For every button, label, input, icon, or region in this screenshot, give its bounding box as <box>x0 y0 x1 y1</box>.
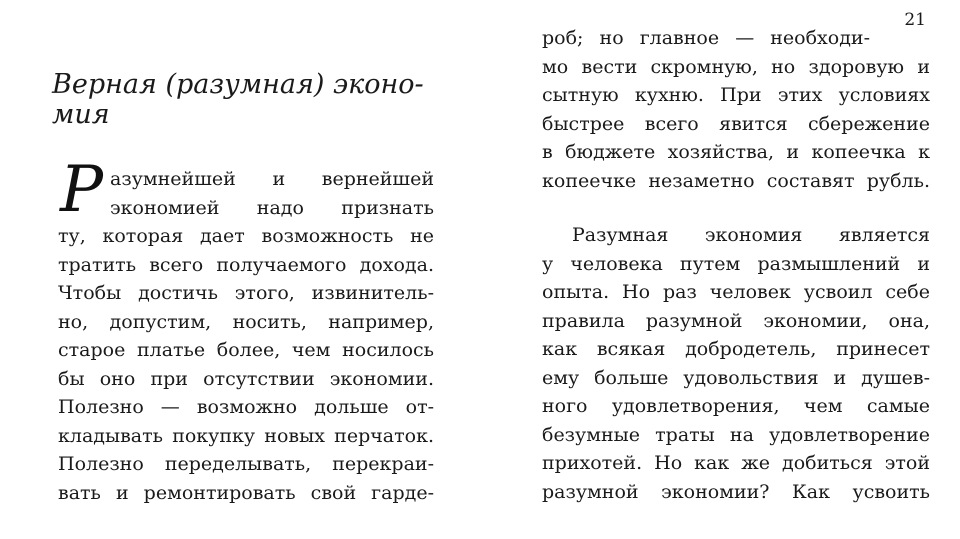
text-line: вать и ремонтировать свой гарде- <box>58 481 434 504</box>
text-line: быстрее всего явится сбережение <box>542 112 930 135</box>
drop-cap-letter: Р <box>60 153 104 227</box>
text-line: экономией надо признать <box>110 196 434 219</box>
heading-line: мия <box>52 99 110 130</box>
text-line: ему больше удовольствия и душев- <box>542 366 930 389</box>
text-line: роб; но главное — необходи- <box>542 27 870 49</box>
text-line: в бюджете хозяйства, и копеечка к <box>542 141 930 163</box>
text-line: мо вести скромную, но здоровую и <box>542 55 930 78</box>
text-line: Полезно — возможно дольше от- <box>58 396 434 418</box>
text-line: безумные траты на удовлетворение <box>542 423 930 446</box>
text-line: опыта. Но раз человек усвоил себе <box>542 281 930 303</box>
text-line: Разумная экономия является <box>572 224 930 246</box>
text-line: копеечке незаметно составят рубль. <box>542 169 930 192</box>
text-line: сытную кухню. При этих условиях <box>542 84 930 106</box>
text-line: старое платье более, чем носилось <box>58 339 434 361</box>
text-line: ного удовлетворения, чем самые <box>542 395 930 417</box>
text-line: азумнейшей и вернейшей <box>110 168 434 190</box>
text-line: бы оно при отсутствии экономии. <box>58 367 434 390</box>
right-bottom-text <box>542 221 930 506</box>
page-number: 21 <box>904 10 926 30</box>
right-top-text <box>542 24 930 195</box>
right-page <box>480 0 960 539</box>
text-line: прихотей. Но как же добиться этой <box>542 452 930 474</box>
text-line: у человека путем размышлений и <box>542 252 930 275</box>
section-heading <box>52 70 452 130</box>
text-line: тратить всего получаемого дохода. <box>58 253 434 276</box>
text-line: ту, которая дает возможность не <box>58 225 434 247</box>
text-line: разумной экономии? Как усвоить <box>542 480 930 503</box>
text-line: правила разумной экономии, она, <box>542 309 930 332</box>
text-line: Полезно переделывать, перекраи- <box>58 453 434 475</box>
text-line: но, допустим, носить, например, <box>58 310 434 333</box>
text-line: кладывать покупку новых перчаток. <box>58 424 434 447</box>
heading-line: Верная (разумная) эконо- <box>52 69 424 100</box>
left-body-text <box>58 165 434 507</box>
text-line: Чтобы достичь этого, извинитель- <box>58 282 434 304</box>
text-line: как всякая добродетель, принесет <box>542 338 930 360</box>
